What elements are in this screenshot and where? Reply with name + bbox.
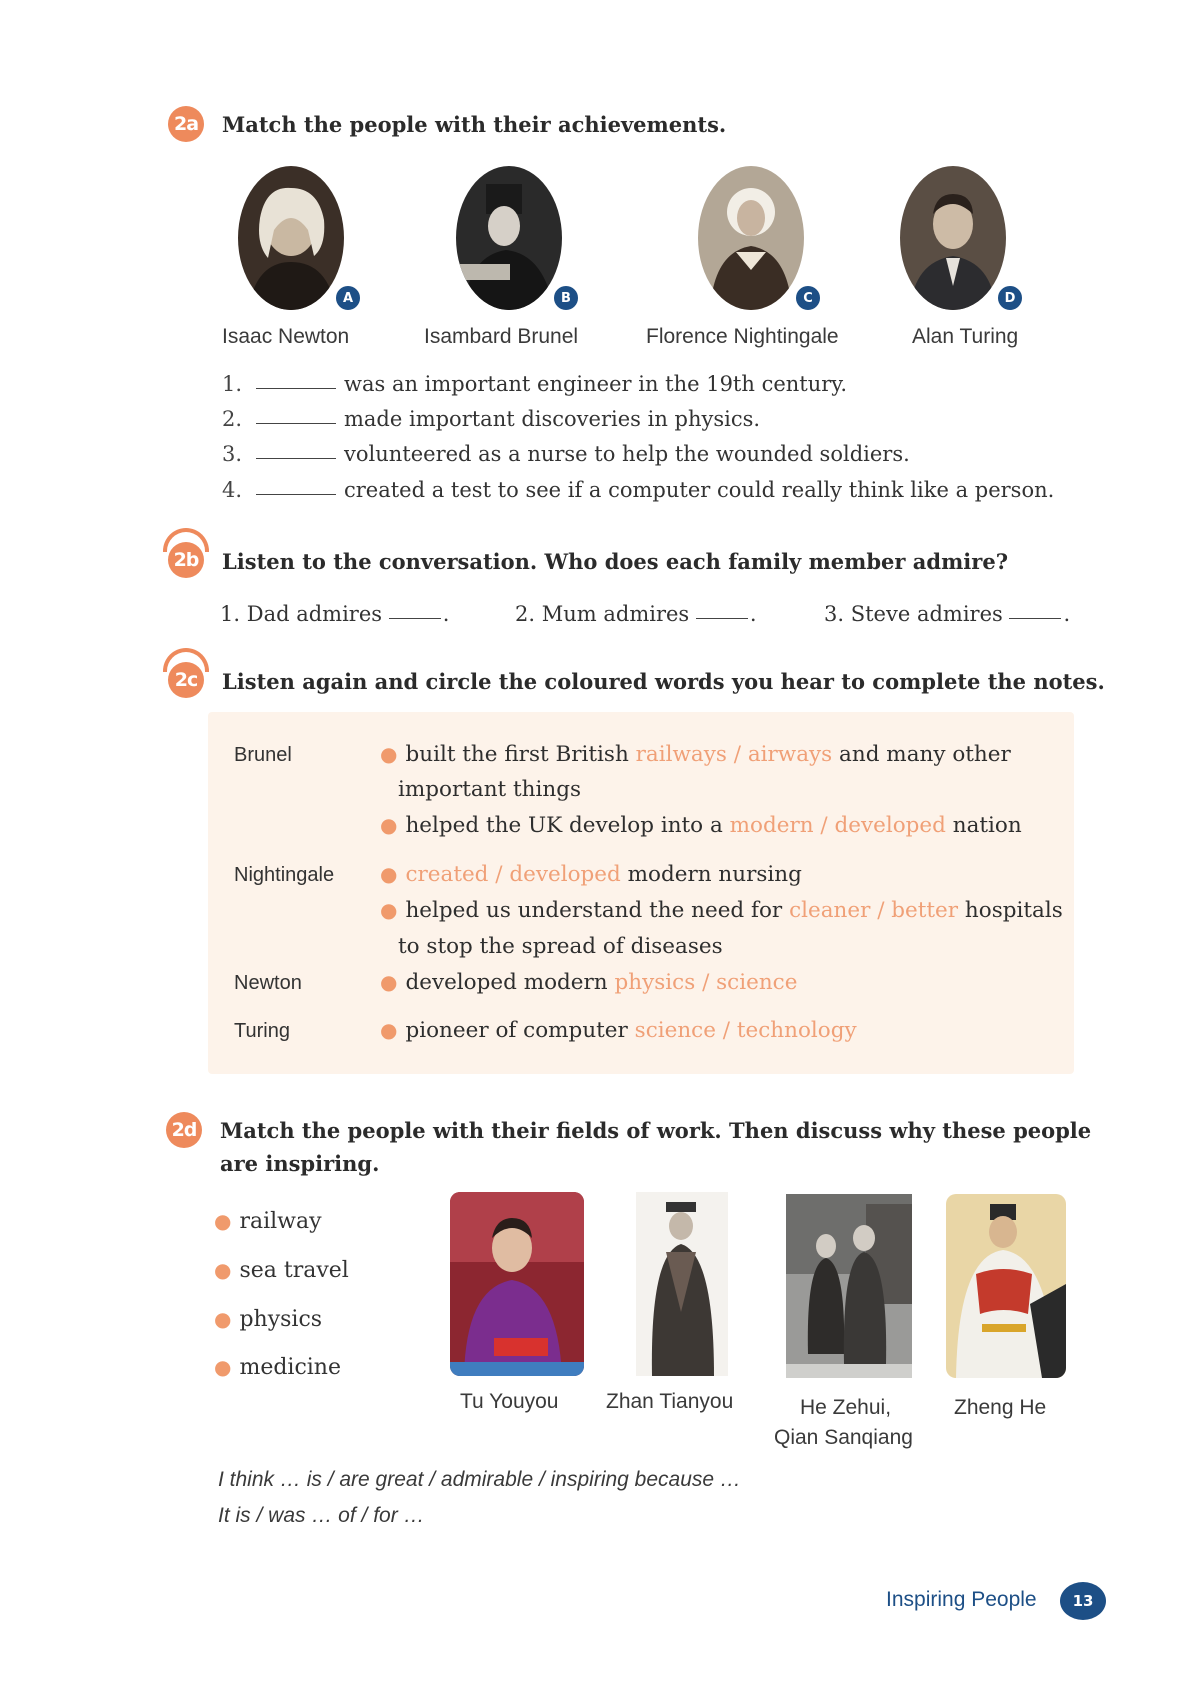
section-badge-2c: 2c (168, 662, 204, 698)
item-number: 4. (222, 478, 243, 502)
he-zehui-qian-sanqiang-image (786, 1194, 912, 1378)
answer-blank[interactable] (256, 423, 336, 424)
period: . (442, 602, 450, 626)
bullet-icon: ● (380, 970, 398, 994)
note-name-nightingale: Nightingale (234, 864, 335, 886)
exercise-2a-item-1 (222, 372, 847, 396)
note-text: and many other (839, 742, 1011, 767)
word-choice[interactable]: cleaner / better (789, 898, 959, 923)
portrait-isambard-brunel (456, 166, 562, 310)
answer-blank[interactable] (256, 494, 336, 495)
item-text: was an important engineer in the 19th century. (344, 372, 848, 396)
exercise-2b-item-2 (515, 602, 757, 626)
note-name-newton: Newton (234, 972, 302, 994)
portrait-alan-turing (900, 166, 1006, 310)
answer-blank[interactable] (1009, 618, 1061, 619)
note-name-turing: Turing (234, 1020, 290, 1042)
item-number: 1. (220, 602, 241, 626)
name-tu-youyou: Tu Youyou (460, 1390, 559, 1413)
bullet-icon: ● (380, 862, 398, 886)
note-brunel-line-1-cont: important things (398, 777, 582, 802)
answer-blank[interactable] (696, 618, 748, 619)
bullet-icon: ● (380, 898, 398, 922)
florence-nightingale-image (698, 166, 804, 310)
item-text: created a test to see if a computer could really think like a person. (344, 478, 1055, 502)
bullet-icon: ● (214, 1355, 232, 1379)
field-item-medicine (214, 1355, 341, 1380)
note-text: helped the UK develop into a (405, 813, 723, 838)
field-item-physics (214, 1307, 322, 1332)
item-text: Mum admires (541, 602, 690, 626)
note-brunel-line-1 (380, 742, 1011, 767)
photo-zheng-he (946, 1194, 1066, 1378)
item-number: 2. (515, 602, 536, 626)
exercise-2b-item-1 (220, 602, 449, 626)
word-choice[interactable]: railways / airways (635, 742, 833, 767)
section-heading-2d-line-1: Match the people with their fields of work. Then discuss why these people (220, 1118, 1092, 1143)
note-text: nation (952, 813, 1022, 838)
bullet-icon: ● (214, 1307, 232, 1331)
section-heading-2b: Listen to the conversation. Who does each family member admire? (222, 549, 1009, 574)
section-badge-2a: 2a (168, 106, 204, 142)
bullet-icon: ● (380, 742, 398, 766)
section-badge-2d: 2d (166, 1112, 202, 1148)
item-number: 3. (824, 602, 845, 626)
field-text: railway (239, 1209, 322, 1234)
section-heading-2a: Match the people with their achievements. (222, 112, 727, 137)
discussion-prompt-1: I think … is / are great / admirable / inspiring because … (218, 1468, 741, 1491)
isaac-newton-image (238, 166, 344, 310)
section-heading-2d-line-2: are inspiring. (220, 1151, 380, 1176)
item-text: volunteered as a nurse to help the wounded soldiers. (344, 442, 910, 466)
zheng-he-image (946, 1194, 1066, 1378)
note-text: helped us understand the need for (405, 898, 783, 923)
name-florence-nightingale: Florence Nightingale (646, 325, 839, 348)
answer-blank[interactable] (256, 458, 336, 459)
note-nightingale-line-1 (380, 862, 802, 887)
name-isaac-newton: Isaac Newton (222, 325, 350, 348)
name-he-zehui: He Zehui, (800, 1396, 892, 1419)
footer-unit-title: Inspiring People (886, 1588, 1037, 1611)
word-choice[interactable]: science / technology (634, 1018, 857, 1043)
name-zheng-he: Zheng He (954, 1396, 1047, 1419)
bullet-icon: ● (214, 1209, 232, 1233)
letter-badge-a: A (334, 284, 362, 312)
page-number: 13 (1060, 1582, 1106, 1620)
letter-badge-b: B (552, 284, 580, 312)
note-brunel-line-2 (380, 813, 1022, 838)
name-isambard-brunel: Isambard Brunel (424, 325, 579, 348)
item-text: Steve admires (850, 602, 1003, 626)
answer-blank[interactable] (389, 618, 441, 619)
isambard-brunel-image (456, 166, 562, 310)
photo-he-zehui-qian-sanqiang (786, 1194, 912, 1378)
note-text: developed modern (405, 970, 608, 995)
note-nightingale-line-2 (380, 898, 1063, 923)
note-text: pioneer of computer (405, 1018, 628, 1043)
word-choice[interactable]: physics / science (614, 970, 798, 995)
item-number: 1. (222, 372, 243, 396)
period: . (749, 602, 757, 626)
bullet-icon: ● (380, 813, 398, 837)
field-item-railway (214, 1209, 322, 1234)
item-number: 3. (222, 442, 243, 466)
item-text: Dad admires (246, 602, 383, 626)
zhan-tianyou-image (636, 1192, 728, 1376)
period: . (1063, 602, 1071, 626)
section-heading-2c: Listen again and circle the coloured words you hear to complete the notes. (222, 669, 1105, 694)
field-text: medicine (239, 1355, 341, 1380)
field-text: sea travel (239, 1258, 349, 1283)
note-newton-line-1 (380, 970, 797, 995)
letter-badge-d: D (996, 284, 1024, 312)
portrait-isaac-newton (238, 166, 344, 310)
note-name-brunel: Brunel (234, 744, 292, 766)
name-qian-sanqiang: Qian Sanqiang (774, 1426, 913, 1449)
word-choice[interactable]: created / developed (405, 862, 621, 887)
bullet-icon: ● (214, 1258, 232, 1282)
item-text: made important discoveries in physics. (344, 407, 761, 431)
discussion-prompt-2: It is / was … of / for … (218, 1504, 425, 1527)
tu-youyou-image (450, 1192, 584, 1376)
photo-tu-youyou (450, 1192, 584, 1376)
answer-blank[interactable] (256, 388, 336, 389)
note-turing-line-1 (380, 1018, 857, 1043)
alan-turing-image (900, 166, 1006, 310)
field-text: physics (239, 1307, 323, 1332)
letter-badge-c: C (794, 284, 822, 312)
exercise-2b-item-3 (824, 602, 1070, 626)
photo-zhan-tianyou (636, 1192, 728, 1376)
note-text: hospitals (964, 898, 1063, 923)
section-badge-2b: 2b (168, 542, 204, 578)
field-item-sea-travel (214, 1258, 349, 1283)
exercise-2a-item-2 (222, 407, 760, 431)
exercise-2a-item-4 (222, 478, 1054, 502)
bullet-icon: ● (380, 1018, 398, 1042)
word-choice[interactable]: modern / developed (729, 813, 946, 838)
note-text: modern nursing (627, 862, 802, 887)
portrait-florence-nightingale (698, 166, 804, 310)
item-number: 2. (222, 407, 243, 431)
name-alan-turing: Alan Turing (912, 325, 1019, 348)
name-zhan-tianyou: Zhan Tianyou (606, 1390, 734, 1413)
note-nightingale-line-2-cont: to stop the spread of diseases (398, 934, 723, 959)
exercise-2a-item-3 (222, 442, 910, 466)
note-text: built the first British (405, 742, 629, 767)
